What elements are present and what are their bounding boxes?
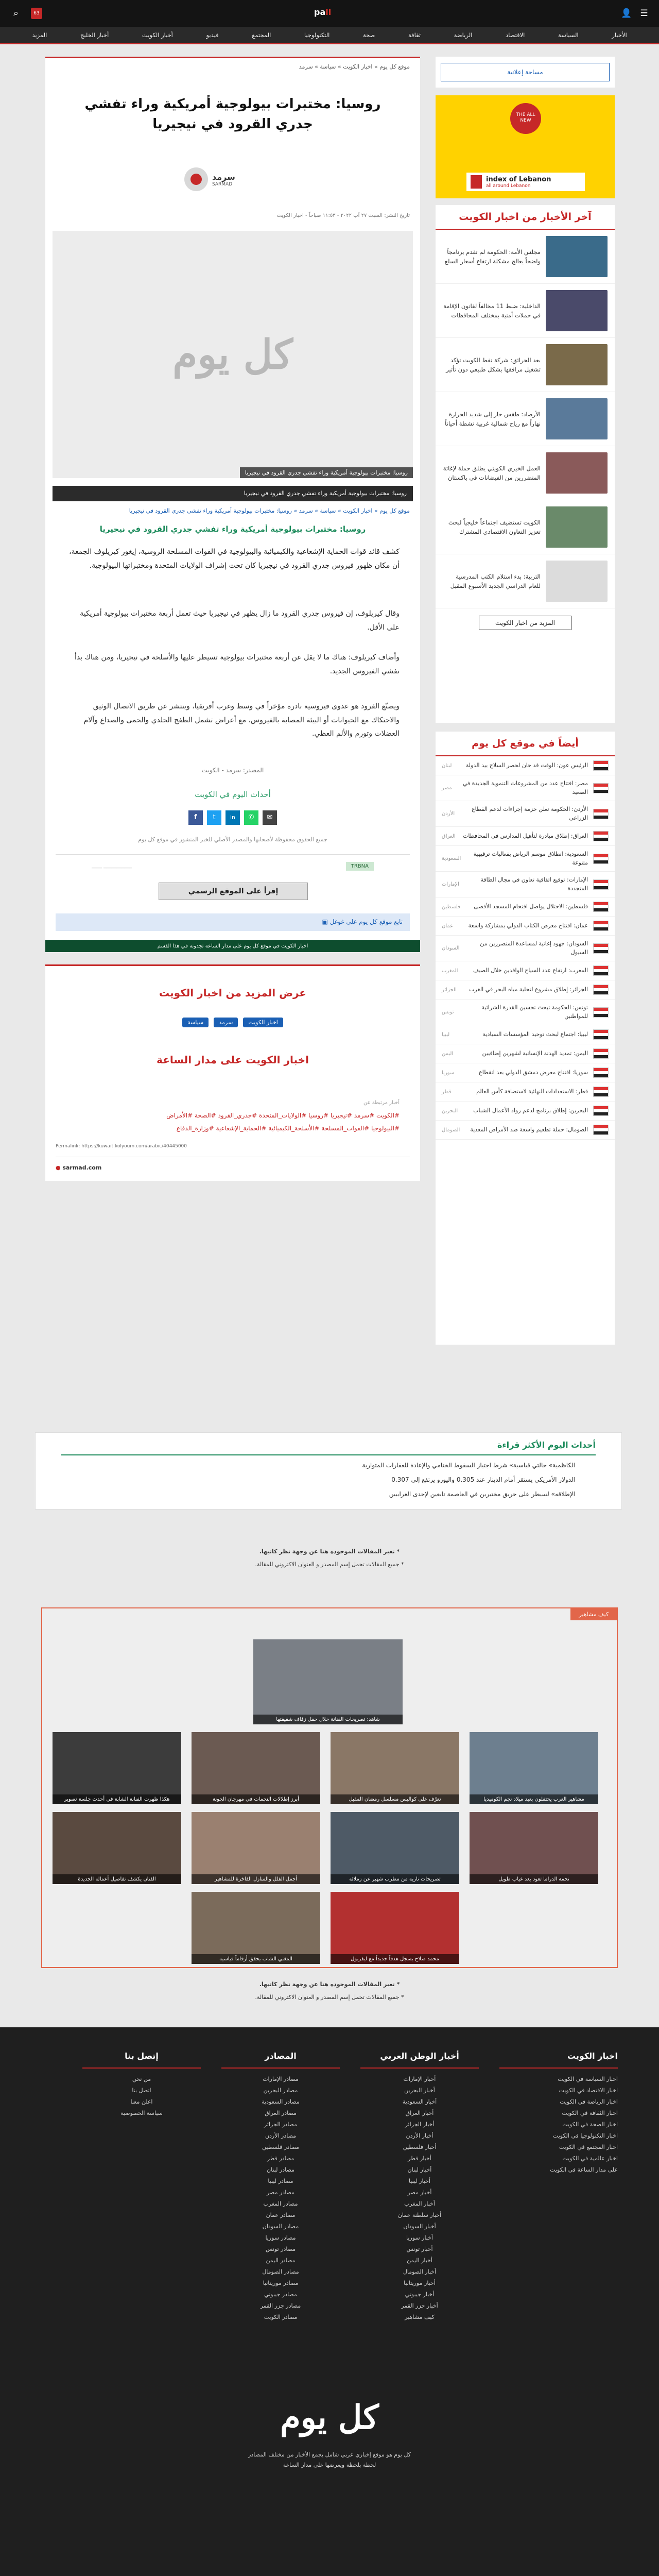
footer-link[interactable]: أخبار اليمن: [407, 2257, 432, 2264]
paragraph-2: وقال كيريلوف، إن فيروس جدري القرود ما زال يظهر في نيجيريا حيث تعمل أربعة مختبرات بيولوجية أمريكية على الأقل.: [80, 609, 400, 632]
footer-link[interactable]: أخبار الصومال: [403, 2268, 437, 2275]
latest-thumb: [546, 398, 608, 439]
footer-link[interactable]: مصادر الصومال: [262, 2268, 299, 2275]
nav-item[interactable]: السياسة: [558, 31, 579, 39]
pill-sarmad[interactable]: سرمد: [214, 1018, 238, 1027]
also-item-source: فلسطين: [442, 904, 460, 910]
footer-link[interactable]: أخبار قطر: [408, 2155, 431, 2162]
site-logo[interactable]: [314, 7, 331, 17]
footer-link[interactable]: مصادر المغرب: [263, 2200, 298, 2207]
gallery-tile[interactable]: [192, 1812, 320, 1884]
flag-icon: [593, 985, 609, 995]
also-item-source: العراق: [442, 833, 456, 839]
whatsapp-icon[interactable]: ✆: [244, 810, 258, 825]
footer-link[interactable]: مصادر جيبوتي: [264, 2291, 297, 2298]
also-item-source: قطر: [442, 1089, 452, 1095]
gallery-tile[interactable]: [470, 1732, 598, 1804]
latest-item[interactable]: [436, 392, 615, 446]
also-item-source: عمان: [442, 923, 454, 929]
logo-prefix: pa: [314, 7, 326, 17]
lebanon-ad[interactable]: [436, 95, 615, 198]
also-item-text: المغرب: ارتفاع عدد السياح الوافدين خلال الصيف: [473, 967, 588, 974]
also-item-source: مصر: [442, 785, 452, 791]
footer: [0, 2027, 659, 2576]
footer-link[interactable]: من نحن: [132, 2076, 151, 2082]
more-kuwait-button[interactable]: المزيد من اخبار الكويت: [479, 616, 571, 630]
gallery-tile[interactable]: [192, 1892, 320, 1964]
gallery-caption: شاهد: تصريحات الفنانة خلال حفل زفاف شقيقتها: [253, 1715, 403, 1724]
also-item[interactable]: [436, 1082, 615, 1101]
more-news-card: [45, 964, 420, 1181]
flag-icon: [593, 1007, 609, 1018]
more-today-link[interactable]: أحداث اليوم في الكويت: [195, 790, 271, 799]
also-on-site-widget: [436, 732, 615, 1345]
google-news-icon: ▣: [322, 918, 328, 925]
email-icon[interactable]: ✉: [263, 810, 277, 825]
also-item-source: لبنان: [442, 762, 452, 769]
flag-icon: [593, 965, 609, 976]
sarmad-link-text: sarmad.com: [62, 1164, 102, 1171]
flag-icon: [593, 1106, 609, 1116]
also-item-source: تونس: [442, 1009, 454, 1015]
share-buttons: [45, 810, 420, 825]
lebanon-title: index of Lebanon: [486, 175, 551, 183]
also-item-text: ليبيا: اجتماع لبحث توحيد المؤسسات السيادية: [482, 1030, 588, 1038]
latest-item[interactable]: [436, 446, 615, 500]
category-pills: [45, 1018, 420, 1027]
also-item-source: السعودية: [442, 856, 461, 861]
note-1-repeat: * تعبر المقالات الموجوده هنا عن وجهة نظر كاتبها.: [259, 1981, 400, 1988]
flag-icon: [593, 902, 609, 912]
footer-link[interactable]: اعلن معنا: [130, 2098, 153, 2105]
also-item[interactable]: [436, 961, 615, 980]
nav-item[interactable]: الاقتصاد: [506, 31, 525, 39]
flag-icon: [593, 760, 609, 771]
logo-suffix: ll: [325, 7, 332, 17]
also-item-source: اليمن: [442, 1050, 454, 1057]
footer-link[interactable]: مصادر العراق: [265, 2110, 297, 2116]
also-item[interactable]: [436, 846, 615, 872]
latest-item-text: مجلس الأمة: الحكومة لم تقدم برنامجاً واضحاً يعالج مشكلة ارتفاع أسعار السلع: [444, 248, 541, 265]
footer-link[interactable]: مصادر السودان: [262, 2223, 299, 2230]
article-title: روسيا: مختبرات بيولوجية أمريكية وراء تفشي جدري القرود في نيجيريا: [84, 96, 381, 132]
footer-link[interactable]: اخبار الصحة في الكويت: [562, 2121, 618, 2128]
also-item-source: السودان: [442, 945, 460, 951]
gallery-caption: مشاهير العرب يحتفلون بعيد ميلاد نجم الكوميديا: [470, 1794, 598, 1804]
also-item-text: سوريا: افتتاح معرض دمشق الدولي بعد انقطاع: [479, 1069, 588, 1076]
also-item[interactable]: [436, 917, 615, 936]
gallery-tile[interactable]: [331, 1892, 459, 1964]
paragraph-4: ويصنّع القرود هو عدوى فيروسية نادرة مؤخراً في وسط وغرب أفريقيا، وينتشر عن طريق الاتصال الوثيق والاحتكاك مع الحيوانات أو البيئة المصابة بالفيروس، مع أعراض تشمل الطفح الجلدي والحمى والصداع وآلام العضلات وتورم والألم العظي.: [83, 702, 400, 738]
also-item-source: الصومال: [442, 1127, 460, 1133]
around-the-clock-title: اخبار الكويت على مدار الساعة: [157, 1054, 309, 1066]
also-item[interactable]: [436, 936, 615, 961]
latest-thumb: [546, 561, 608, 602]
most-read-box: [35, 1432, 622, 1510]
gallery-caption: تعرّف على كواليس مسلسل رمضان المقبل: [331, 1794, 459, 1804]
linkedin-icon[interactable]: in: [226, 810, 240, 825]
source-logo-icon: [184, 167, 208, 191]
footer-col-title: إتصل بنا: [82, 2048, 201, 2069]
source-line: المصدر: سرمد - الكويت: [201, 767, 264, 774]
breadcrumb[interactable]: موقع كل يوم » اخبار الكويت » سياسة » سرمد: [299, 63, 410, 70]
nav-item[interactable]: المجتمع: [252, 31, 271, 39]
gallery-tile[interactable]: [331, 1732, 459, 1804]
footer-link[interactable]: أخبار جيبوتي: [405, 2291, 435, 2298]
footer-link[interactable]: اخبار الرياضة في الكويت: [560, 2098, 618, 2105]
footer-link[interactable]: مصادر فلسطين: [262, 2144, 299, 2150]
read-official-button[interactable]: إقرأ على الموقع الرسمي: [159, 883, 308, 900]
footer-link[interactable]: اخبار الثقافة في الكويت: [562, 2110, 618, 2116]
gallery-caption: أبرز إطلالات النجمات في مهرجان الجونة: [192, 1794, 320, 1804]
latest-news-title: آخر الأخبار من اخبار الكويت: [436, 205, 615, 230]
footer-link[interactable]: مصادر لبنان: [267, 2166, 294, 2173]
most-read-item[interactable]: الإطلاقه» لسيطر على حريق مختبرين في العاصمة تابعين لإحدى الغرابيين: [389, 1490, 575, 1498]
also-item-text: مصر: افتتاح عدد من المشروعات التنموية الجديدة في الصعيد: [462, 780, 588, 795]
gallery-caption: محمد صلاح يسجل هدفاً جديداً مع ليفربول: [331, 1954, 459, 1964]
notification-badge[interactable]: 63: [31, 8, 42, 19]
footer-link[interactable]: مصادر موريتانيا: [263, 2280, 299, 2286]
footer-link[interactable]: مصادر الكويت: [264, 2314, 298, 2320]
flag-icon: [593, 783, 609, 793]
flag-icon: [593, 921, 609, 931]
gallery-caption: المغني الشاب يحقق أرقاماً قياسية: [192, 1954, 320, 1964]
also-item-text: الإمارات: توقيع اتفاقية تعاون في مجال الطاقة المتجددة: [480, 876, 588, 892]
footer-link[interactable]: أخبار السعودية: [402, 2098, 437, 2105]
latest-item-text: الكويت تستضيف اجتماعاً خليجياً لبحث تعزيز التعاون الاقتصادي المشترك: [448, 518, 541, 535]
footer-link[interactable]: اخبار عالمية في الكويت: [562, 2155, 618, 2162]
sidebar-ad-top[interactable]: [436, 57, 615, 88]
gallery-tile[interactable]: [470, 1812, 598, 1884]
also-item[interactable]: [436, 801, 615, 827]
also-item-source: الإمارات: [442, 882, 459, 887]
footer-col-title: المصادر: [221, 2048, 340, 2069]
latest-item[interactable]: [436, 338, 615, 392]
top-bar: [0, 0, 659, 27]
article-card: [45, 57, 420, 951]
also-item[interactable]: [436, 1044, 615, 1063]
flag-icon: [593, 831, 609, 841]
footer-col-arab: [360, 2048, 479, 2323]
footer-col-title: أخبار الوطن العربي: [360, 2048, 479, 2069]
footer-link[interactable]: أخبار تونس: [406, 2246, 433, 2252]
gallery-caption: تصريحات نارية من مطرب شهير عن زملائه: [331, 1874, 459, 1884]
nav-item[interactable]: أخبار الكويت: [142, 31, 173, 39]
also-item-source: الجزائر: [442, 987, 457, 993]
footer-link[interactable]: مصادر سوريا: [265, 2234, 296, 2241]
flag-icon: [593, 1087, 609, 1097]
also-item[interactable]: [436, 1101, 615, 1121]
gallery-tile[interactable]: [192, 1732, 320, 1804]
nav-item[interactable]: ثقافة: [408, 31, 421, 39]
footer-link[interactable]: كيف مشاهير: [405, 2314, 435, 2320]
note-2-repeat: * جميع المقالات تحمل إسم المصدر و العنوان الاكتروني للمقالة.: [255, 1994, 404, 2001]
main-nav: [0, 27, 659, 44]
latest-thumb: [546, 236, 608, 277]
gallery-caption: الفنان يكشف تفاصيل أعماله الجديدة: [53, 1874, 181, 1884]
also-item[interactable]: [436, 1121, 615, 1140]
nav-item[interactable]: أخبار الخليج: [80, 31, 109, 39]
hero-caption: روسيا: مختبرات بيولوجية أمريكية وراء تفشي جدري القرود في نيجيريا: [240, 467, 413, 478]
paragraph-3: وأضاف كيريلوف: هناك ما لا يقل عن أربعة مختبرات بيولوجية تسيطر عليها والأسلحة في نيجيريا، ومن هناك بدأ تفشي الفيروس الجديد.: [74, 653, 400, 675]
also-item[interactable]: [436, 775, 615, 801]
footer-col-contact: [82, 2048, 201, 2119]
footer-link[interactable]: مصادر اليمن: [266, 2257, 296, 2264]
also-item[interactable]: [436, 872, 615, 897]
menu-icon[interactable]: ☰: [640, 8, 648, 19]
follow-google-text: تابع موقع كل يوم على غوغل: [330, 918, 403, 925]
also-item-text: السودان: جهود إغاثية لمساعدة المتضررين من السيول: [480, 940, 588, 956]
also-item-text: الرئيس عون: الوقت قد حان لحصر السلاح بيد الدولة: [465, 761, 588, 769]
footer-link[interactable]: اخبار التكنولوجيا في الكويت: [552, 2132, 618, 2139]
also-item-source: المغرب: [442, 968, 458, 974]
lebanon-logo: [466, 173, 585, 191]
gallery-caption: هكذا ظهرت الفنانة الشابة في أحدث جلسة تصوير: [53, 1794, 181, 1804]
latest-item-text: التربية: بدء استلام الكتب المدرسية للعام الدراسي الجديد الأسبوع المقبل: [450, 572, 541, 589]
gallery-tile[interactable]: [53, 1732, 181, 1804]
footer-col-title: اخبار الكويت: [499, 2048, 618, 2069]
latest-item-text: الداخلية: ضبط 11 مخالفاً لقانون الإقامة في حملات أمنية بمختلف المحافظات: [443, 302, 541, 319]
footer-link[interactable]: مصادر الأردن: [265, 2132, 297, 2139]
most-read-item[interactable]: الدولار الأمريكي يستقر أمام الدينار عند 0.305 واليورو يرتفع إلى 0.307: [391, 1476, 575, 1483]
also-item[interactable]: [436, 756, 615, 775]
latest-news-widget: [436, 205, 615, 723]
footer-link[interactable]: مصادر الإمارات: [263, 2076, 299, 2082]
latest-thumb: [546, 452, 608, 494]
related-tags-label: أخبار مرتبطة عن: [363, 1100, 400, 1106]
most-read-title: أحداث اليوم الأكثر قراءة: [497, 1440, 596, 1450]
footer-link[interactable]: مصادر السعودية: [262, 2098, 300, 2105]
article-subtitle: روسيا: مختبرات بيولوجية أمريكية وراء تفشي جدري القرود في نيجيريا: [99, 524, 366, 534]
footer-link[interactable]: اخبار المجتمع في الكويت: [559, 2144, 618, 2150]
footer-link[interactable]: مصادر البحرين: [263, 2087, 298, 2094]
also-item[interactable]: [436, 980, 615, 999]
footer-col-sources: [221, 2048, 340, 2323]
share-bar: [53, 486, 413, 501]
lebanon-icon: [471, 175, 482, 189]
footer-link[interactable]: اخبار الاقتصاد في الكويت: [559, 2087, 618, 2094]
footer-link[interactable]: أخبار موريتانيا: [404, 2280, 436, 2286]
also-item-text: العراق: إطلاق مبادرة لتأهيل المدارس في المحافظات: [463, 832, 588, 839]
latest-item[interactable]: [436, 284, 615, 338]
also-item[interactable]: [436, 897, 615, 917]
footer-link[interactable]: أخبار الجزائر: [405, 2121, 435, 2128]
also-item-text: اليمن: تمديد الهدنة الإنسانية لشهرين إضافيين: [482, 1049, 588, 1057]
source-latin: SARMAD: [212, 181, 233, 187]
also-item-source: سوريا: [442, 1070, 455, 1076]
footer-link[interactable]: على مدار الساعة في الكويت: [550, 2166, 618, 2173]
most-read-item[interactable]: الكاظمية» حالتي قياسية» شرط اجتياز السقوط الختامي والإعادة للعقارات المتوارية: [362, 1462, 575, 1469]
also-item-source: البحرين: [442, 1108, 458, 1114]
flag-icon: [593, 1048, 609, 1059]
nav-item[interactable]: الرياضة: [454, 31, 473, 39]
user-icon[interactable]: 👤: [621, 8, 632, 19]
pill-kuwait[interactable]: اخبار الكويت: [243, 1018, 283, 1027]
hero-image: [53, 231, 413, 478]
nav-item[interactable]: الأخبار: [612, 31, 627, 39]
gallery-tile[interactable]: [331, 1812, 459, 1884]
gallery-tile[interactable]: [253, 1639, 403, 1724]
sarmad-link[interactable]: [56, 1164, 101, 1171]
flag-icon: [593, 1067, 609, 1078]
footer-link[interactable]: اخبار السياسة في الكويت: [558, 2076, 618, 2082]
footer-link[interactable]: أخبار جزر القمر: [401, 2302, 438, 2309]
hero-logo: كل يوم: [172, 331, 293, 378]
footer-link[interactable]: أخبار العراق: [405, 2110, 434, 2116]
nav-item[interactable]: المزيد: [32, 31, 47, 39]
paragraph-1: كشف قائد قوات الحماية الإشعاعية والكيميائية والبيولوجية في القوات المسلحة الروسية، إيغور كيريلوف الجمعة، أن مكان ظهور فيروس جدري القرود في نيجيريا كان تحت إشراف الولايات المتحدة ومختبراتها البيولوجية.: [69, 548, 400, 570]
note-2: * جميع المقالات تحمل إسم المصدر و العنوان الاكتروني للمقالة.: [255, 1561, 404, 1568]
footer-link[interactable]: أخبار فلسطين: [403, 2144, 437, 2150]
footer-link[interactable]: مصادر الجزائر: [264, 2121, 298, 2128]
footer-link[interactable]: أخبار الأردن: [406, 2132, 433, 2139]
also-title: أيضاً في موقع كل يوم: [436, 732, 615, 756]
also-item-text: الصومال: حملة تطعيم واسعة ضد الأمراض المعدية: [470, 1126, 588, 1133]
footer-link[interactable]: أخبار سلطنة عمان: [397, 2212, 442, 2218]
source-name: سرمد: [212, 172, 235, 182]
footer-link[interactable]: أخبار مصر: [407, 2189, 432, 2196]
footer-link[interactable]: أخبار المغرب: [404, 2200, 435, 2207]
footer-tagline: كل يوم هو موقع إخباري عربي شامل يجمع الأخبار من مختلف المصادر لحظة بلحظة ويعرضها على مدار الساعة: [248, 2451, 411, 2468]
footer-link[interactable]: مصادر ليبيا: [268, 2178, 293, 2184]
more-news-title: عرض المزيد من اخبار الكويت: [159, 987, 307, 999]
footer-link[interactable]: مصادر قطر: [267, 2155, 294, 2162]
footer-link[interactable]: أخبار لبنان: [407, 2166, 432, 2173]
sarmad-icon: ●: [56, 1164, 61, 1171]
footer-link[interactable]: أخبار الإمارات: [403, 2076, 436, 2082]
follow-google-bar[interactable]: [56, 913, 410, 931]
footer-link[interactable]: مصادر تونس: [265, 2246, 296, 2252]
also-item[interactable]: [436, 827, 615, 846]
nav-item[interactable]: صحة: [362, 31, 375, 39]
also-item-text: السعودية: انطلاق موسم الرياض بفعاليات ترفيهية متنوعة: [473, 851, 588, 866]
flag-icon: [593, 879, 609, 890]
share-bar-text: روسيا: مختبرات بيولوجية أمريكية وراء تفشي جدري القرود في نيجيريا: [244, 490, 407, 497]
also-item-text: فلسطين: الاحتلال يواصل اقتحام المسجد الأقصى: [474, 903, 588, 910]
flag-icon: [593, 854, 609, 864]
tags-line-2[interactable]: #البيولوجيا #القوات_المسلحة #الأسلحة_الكيميائية #الحماية_الإشعاعية #وزارة_الدفاع: [176, 1125, 400, 1132]
nav-item[interactable]: التكنولوجيا: [304, 31, 330, 39]
breadcrumb-2[interactable]: موقع كل يوم » اخبار الكويت » سياسة » سرمد » روسيا: مختبرات بيولوجية أمريكية وراء تفشي جدري القرود في نيجيريا: [129, 507, 410, 514]
gallery-caption: أجمل الفلل والمنازل الفاخرة للمشاهير: [192, 1874, 320, 1884]
flag-icon: [593, 943, 609, 954]
divider: [61, 1454, 596, 1455]
latest-item[interactable]: [436, 554, 615, 608]
latest-item[interactable]: [436, 230, 615, 284]
also-item-source: ليبيا: [442, 1031, 450, 1038]
footer-logo[interactable]: كل يوم: [280, 2398, 379, 2437]
search-icon[interactable]: ⌕: [13, 8, 19, 19]
also-item-text: قطر: الاستعدادات النهائية لاستضافة كأس العالم: [476, 1088, 588, 1095]
divider: [56, 854, 410, 855]
footer-link[interactable]: سياسة الخصوصية: [120, 2110, 163, 2116]
tags-text: ___________ ____: [92, 863, 132, 869]
also-item-source: الأردن: [442, 811, 455, 817]
gallery-badge[interactable]: كيف مشاهير: [570, 1608, 617, 1620]
latest-item-text: العمل الخيري الكويتي يطلق حملة لإغاثة المتضررين من الفيضانات في باكستان: [443, 464, 541, 481]
flag-icon: [593, 1029, 609, 1040]
flag-icon: [593, 1125, 609, 1135]
nav-item[interactable]: فيديو: [206, 31, 219, 39]
ad-space-label: مساحة إعلانية: [441, 63, 610, 81]
twitter-icon[interactable]: t: [207, 810, 221, 825]
all-new-badge: THE ALL NEW: [510, 103, 541, 134]
latest-item-text: الأرصاد: طقس حار إلى شديد الحرارة نهاراً مع رياح شمالية غربية نشطة أحياناً: [445, 410, 541, 427]
also-item-text: تونس: الحكومة تبحث تحسين القدرة الشرائية للمواطنين: [481, 1004, 588, 1020]
latest-thumb: [546, 290, 608, 331]
gallery-box: [41, 1607, 618, 1968]
also-item-text: البحرين: إطلاق برنامج لدعم رواد الأعمال الشباب: [473, 1107, 588, 1114]
latest-thumb: [546, 344, 608, 385]
source-logo[interactable]: [184, 166, 277, 192]
gallery-caption: نجمة الدراما تعود بعد غياب طويل: [470, 1874, 598, 1884]
latest-item[interactable]: [436, 500, 615, 554]
pill-politics[interactable]: سياسة: [182, 1018, 209, 1027]
green-info-bar: اخبار الكويت في موقع كل يوم على مدار الساعة تجدونه في هذا القسم: [45, 940, 420, 952]
also-item-text: عمان: افتتاح معرض الكتاب الدولي بمشاركة واسعة: [468, 922, 588, 929]
footer-link[interactable]: اتصل بنا: [132, 2087, 151, 2094]
footer-link[interactable]: مصادر مصر: [267, 2189, 294, 2196]
also-item[interactable]: [436, 1025, 615, 1044]
tags-line-1[interactable]: #الكويت #سرمد #نيجيريا #روسيا #الولايات_المتحدة #جدري_القرود #الصحة #الأمراض: [166, 1112, 400, 1119]
also-item[interactable]: [436, 999, 615, 1025]
footer-link[interactable]: أخبار ليبيا: [409, 2178, 430, 2184]
permalink[interactable]: Permalink: https://kuwait.kolyoum.com/arabic/40445000: [56, 1144, 187, 1149]
latest-item-text: بعد الحرائق: شركة نفط الكويت تؤكد تشغيل مرافقها بشكل طبيعي دون تأثير: [446, 356, 541, 373]
disclaimer: جميع الحقوق محفوظة لأصحابها والمصدر الأصلي للخبر المنشور في موقع كل يوم: [138, 836, 327, 843]
facebook-icon[interactable]: f: [188, 810, 203, 825]
latest-thumb: [546, 506, 608, 548]
footer-link[interactable]: أخبار السودان: [403, 2223, 436, 2230]
footer-col-kuwait: [499, 2048, 618, 2176]
footer-link[interactable]: أخبار البحرين: [404, 2087, 435, 2094]
also-item-text: الجزائر: إطلاق مشروع لتحلية مياه البحر في الغرب: [469, 986, 588, 993]
footer-link[interactable]: أخبار سوريا: [406, 2234, 433, 2241]
also-item-text: الأردن: الحكومة تعلن حزمة إجراءات لدعم القطاع الزراعي: [472, 806, 588, 821]
flag-icon: [593, 809, 609, 819]
also-item[interactable]: [436, 1063, 615, 1082]
note-1: * تعبر المقالات الموجوده هنا عن وجهة نظر كاتبها.: [259, 1548, 400, 1555]
gallery-tile[interactable]: [53, 1812, 181, 1884]
article-meta: تاريخ النشر: السبت ٢٧ آب ٢٠٢٢ - ١١:٥٣ صباحاً - اخبار الكويت: [276, 213, 410, 218]
tags-badge: TRBNA: [346, 862, 374, 871]
footer-link[interactable]: مصادر عمان: [266, 2212, 296, 2218]
footer-link[interactable]: مصادر جزر القمر: [260, 2302, 301, 2309]
lebanon-sub: all around Lebanon: [486, 183, 531, 189]
